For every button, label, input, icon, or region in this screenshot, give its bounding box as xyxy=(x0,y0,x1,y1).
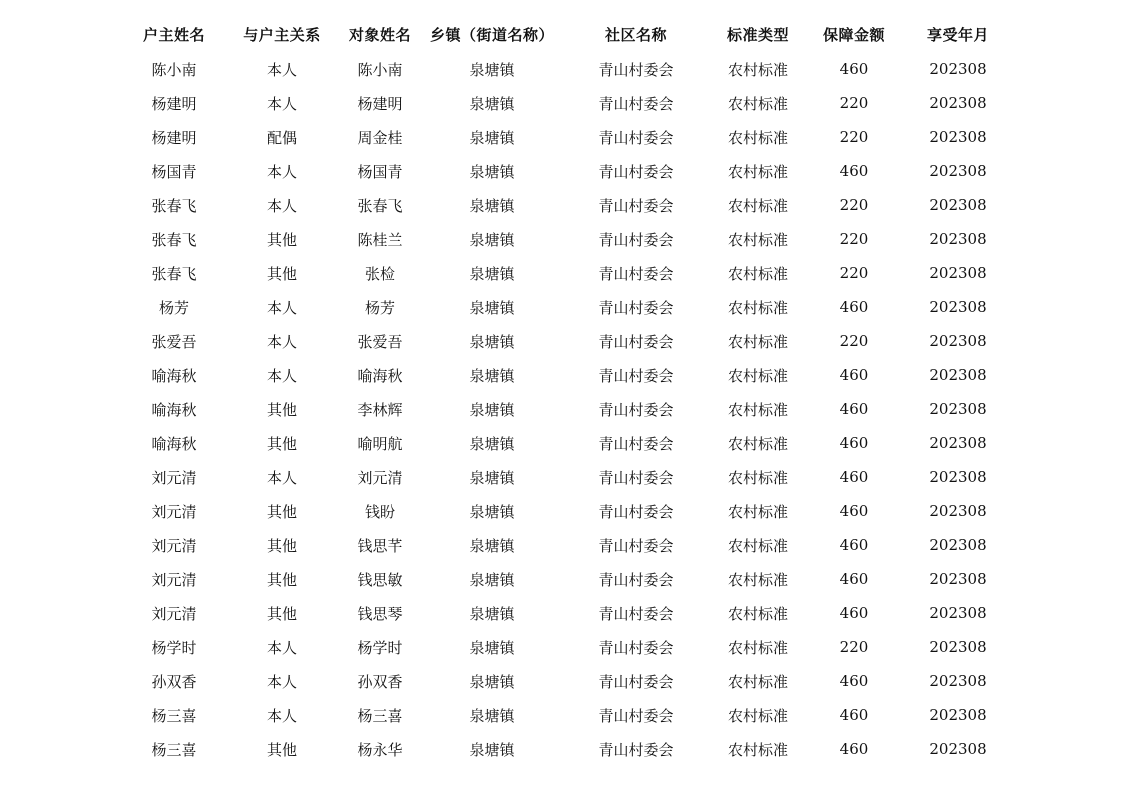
cell-recipient-name: 张春飞 xyxy=(357,196,403,215)
cell-relationship: 本人 xyxy=(266,638,297,657)
cell-householder-name: 杨建明 xyxy=(151,94,197,113)
cell-standard-type: 农村标准 xyxy=(727,536,788,555)
subsidy-table xyxy=(120,17,1012,766)
cell-standard-type: 农村标准 xyxy=(727,638,788,657)
cell-householder-name: 杨建明 xyxy=(151,128,197,147)
cell-period: 202308 xyxy=(929,638,987,656)
cell-amount: 460 xyxy=(839,570,869,588)
cell-township: 泉塘镇 xyxy=(469,672,515,691)
cell-householder-name: 陈小南 xyxy=(151,60,197,79)
cell-recipient-name: 刘元清 xyxy=(357,468,403,487)
cell-recipient-name: 钱思敏 xyxy=(357,570,403,589)
table-row xyxy=(120,732,1012,766)
cell-standard-type: 农村标准 xyxy=(727,468,788,487)
cell-relationship: 其他 xyxy=(266,536,297,555)
table-row xyxy=(120,324,1012,358)
cell-amount: 460 xyxy=(839,706,869,724)
cell-recipient-name: 杨学时 xyxy=(357,638,403,657)
cell-householder-name: 刘元清 xyxy=(151,502,197,521)
cell-recipient-name: 陈桂兰 xyxy=(357,230,403,249)
cell-householder-name: 张春飞 xyxy=(151,196,197,215)
cell-householder-name: 杨芳 xyxy=(158,298,189,317)
cell-township: 泉塘镇 xyxy=(469,570,515,589)
document-sheet xyxy=(120,17,1012,766)
cell-recipient-name: 钱思芊 xyxy=(357,536,403,555)
cell-township: 泉塘镇 xyxy=(469,162,515,181)
cell-community: 青山村委会 xyxy=(598,604,674,623)
cell-amount: 220 xyxy=(839,332,869,350)
cell-relationship: 本人 xyxy=(266,60,297,79)
cell-relationship: 本人 xyxy=(266,468,297,487)
cell-township: 泉塘镇 xyxy=(469,298,515,317)
cell-period: 202308 xyxy=(929,706,987,724)
cell-recipient-name: 孙双香 xyxy=(357,672,403,691)
cell-period: 202308 xyxy=(929,332,987,350)
cell-period: 202308 xyxy=(929,230,987,248)
cell-recipient-name: 杨永华 xyxy=(357,740,403,759)
cell-amount: 460 xyxy=(839,740,869,758)
cell-amount: 460 xyxy=(839,536,869,554)
cell-standard-type: 农村标准 xyxy=(727,400,788,419)
cell-householder-name: 刘元清 xyxy=(151,604,197,623)
cell-householder-name: 张春飞 xyxy=(151,230,197,249)
cell-standard-type: 农村标准 xyxy=(727,128,788,147)
cell-relationship: 本人 xyxy=(266,706,297,725)
cell-recipient-name: 陈小南 xyxy=(357,60,403,79)
cell-amount: 460 xyxy=(839,366,869,384)
cell-period: 202308 xyxy=(929,672,987,690)
column-header-recipient-name: 对象姓名 xyxy=(348,26,411,44)
cell-township: 泉塘镇 xyxy=(469,400,515,419)
column-header-relationship: 与户主关系 xyxy=(243,26,321,44)
cell-standard-type: 农村标准 xyxy=(727,604,788,623)
cell-recipient-name: 喻明航 xyxy=(357,434,403,453)
cell-relationship: 其他 xyxy=(266,740,297,759)
cell-community: 青山村委会 xyxy=(598,502,674,521)
cell-householder-name: 喻海秋 xyxy=(151,366,197,385)
cell-township: 泉塘镇 xyxy=(469,434,515,453)
cell-township: 泉塘镇 xyxy=(469,468,515,487)
cell-township: 泉塘镇 xyxy=(469,502,515,521)
cell-householder-name: 张爱吾 xyxy=(151,332,197,351)
cell-township: 泉塘镇 xyxy=(469,536,515,555)
table-body xyxy=(120,52,1012,766)
cell-householder-name: 杨国青 xyxy=(151,162,197,181)
cell-householder-name: 喻海秋 xyxy=(151,400,197,419)
header-row xyxy=(120,17,1012,52)
table-row xyxy=(120,154,1012,188)
cell-period: 202308 xyxy=(929,740,987,758)
cell-recipient-name: 李林辉 xyxy=(357,400,403,419)
cell-standard-type: 农村标准 xyxy=(727,162,788,181)
cell-township: 泉塘镇 xyxy=(469,638,515,657)
cell-standard-type: 农村标准 xyxy=(727,332,788,351)
cell-period: 202308 xyxy=(929,128,987,146)
cell-amount: 460 xyxy=(839,60,869,78)
cell-relationship: 其他 xyxy=(266,264,297,283)
cell-township: 泉塘镇 xyxy=(469,366,515,385)
cell-period: 202308 xyxy=(929,604,987,622)
cell-recipient-name: 钱思琴 xyxy=(357,604,403,623)
cell-period: 202308 xyxy=(929,298,987,316)
column-header-township: 乡镇（街道名称） xyxy=(429,26,554,44)
cell-amount: 220 xyxy=(839,128,869,146)
cell-relationship: 其他 xyxy=(266,604,297,623)
table-row xyxy=(120,290,1012,324)
cell-township: 泉塘镇 xyxy=(469,604,515,623)
cell-recipient-name: 张爱吾 xyxy=(357,332,403,351)
cell-period: 202308 xyxy=(929,264,987,282)
cell-amount: 220 xyxy=(839,264,869,282)
cell-period: 202308 xyxy=(929,60,987,78)
table-row xyxy=(120,528,1012,562)
cell-standard-type: 农村标准 xyxy=(727,570,788,589)
cell-standard-type: 农村标准 xyxy=(727,434,788,453)
cell-standard-type: 农村标准 xyxy=(727,196,788,215)
cell-amount: 460 xyxy=(839,400,869,418)
cell-amount: 220 xyxy=(839,196,869,214)
table-row xyxy=(120,494,1012,528)
cell-relationship: 其他 xyxy=(266,230,297,249)
cell-community: 青山村委会 xyxy=(598,536,674,555)
cell-community: 青山村委会 xyxy=(598,570,674,589)
cell-standard-type: 农村标准 xyxy=(727,706,788,725)
cell-householder-name: 张春飞 xyxy=(151,264,197,283)
cell-householder-name: 孙双香 xyxy=(151,672,197,691)
cell-standard-type: 农村标准 xyxy=(727,366,788,385)
column-header-amount: 保障金额 xyxy=(822,26,885,44)
cell-township: 泉塘镇 xyxy=(469,94,515,113)
cell-period: 202308 xyxy=(929,366,987,384)
cell-recipient-name: 周金桂 xyxy=(357,128,403,147)
cell-recipient-name: 杨芳 xyxy=(364,298,395,317)
cell-householder-name: 杨学时 xyxy=(151,638,197,657)
cell-township: 泉塘镇 xyxy=(469,706,515,725)
cell-standard-type: 农村标准 xyxy=(727,672,788,691)
cell-community: 青山村委会 xyxy=(598,434,674,453)
cell-relationship: 本人 xyxy=(266,298,297,317)
cell-community: 青山村委会 xyxy=(598,400,674,419)
cell-township: 泉塘镇 xyxy=(469,196,515,215)
cell-standard-type: 农村标准 xyxy=(727,502,788,521)
cell-township: 泉塘镇 xyxy=(469,740,515,759)
cell-relationship: 其他 xyxy=(266,502,297,521)
cell-relationship: 其他 xyxy=(266,400,297,419)
cell-community: 青山村委会 xyxy=(598,128,674,147)
cell-amount: 460 xyxy=(839,502,869,520)
cell-community: 青山村委会 xyxy=(598,94,674,113)
table-row xyxy=(120,120,1012,154)
cell-period: 202308 xyxy=(929,400,987,418)
cell-community: 青山村委会 xyxy=(598,298,674,317)
cell-community: 青山村委会 xyxy=(598,740,674,759)
cell-standard-type: 农村标准 xyxy=(727,298,788,317)
cell-amount: 460 xyxy=(839,604,869,622)
column-header-householder-name: 户主姓名 xyxy=(142,26,205,44)
cell-recipient-name: 张检 xyxy=(364,264,395,283)
column-header-period: 享受年月 xyxy=(926,26,989,44)
cell-householder-name: 刘元清 xyxy=(151,536,197,555)
table-row xyxy=(120,562,1012,596)
cell-relationship: 本人 xyxy=(266,366,297,385)
table-row xyxy=(120,630,1012,664)
cell-relationship: 其他 xyxy=(266,434,297,453)
cell-community: 青山村委会 xyxy=(598,638,674,657)
cell-township: 泉塘镇 xyxy=(469,230,515,249)
table-row xyxy=(120,188,1012,222)
cell-householder-name: 喻海秋 xyxy=(151,434,197,453)
cell-amount: 460 xyxy=(839,468,869,486)
cell-period: 202308 xyxy=(929,536,987,554)
table-row xyxy=(120,426,1012,460)
cell-amount: 220 xyxy=(839,94,869,112)
cell-recipient-name: 钱盼 xyxy=(364,502,395,521)
cell-recipient-name: 喻海秋 xyxy=(357,366,403,385)
cell-period: 202308 xyxy=(929,196,987,214)
cell-relationship: 配偶 xyxy=(266,128,297,147)
cell-township: 泉塘镇 xyxy=(469,332,515,351)
table-header xyxy=(120,17,1012,52)
cell-community: 青山村委会 xyxy=(598,60,674,79)
cell-community: 青山村委会 xyxy=(598,264,674,283)
cell-period: 202308 xyxy=(929,502,987,520)
cell-community: 青山村委会 xyxy=(598,162,674,181)
cell-community: 青山村委会 xyxy=(598,366,674,385)
cell-community: 青山村委会 xyxy=(598,332,674,351)
cell-recipient-name: 杨建明 xyxy=(357,94,403,113)
cell-amount: 220 xyxy=(839,230,869,248)
cell-period: 202308 xyxy=(929,162,987,180)
cell-amount: 460 xyxy=(839,434,869,452)
cell-standard-type: 农村标准 xyxy=(727,94,788,113)
cell-community: 青山村委会 xyxy=(598,230,674,249)
cell-period: 202308 xyxy=(929,570,987,588)
cell-recipient-name: 杨国青 xyxy=(357,162,403,181)
table-row xyxy=(120,358,1012,392)
table-row xyxy=(120,460,1012,494)
cell-standard-type: 农村标准 xyxy=(727,230,788,249)
cell-householder-name: 刘元清 xyxy=(151,468,197,487)
column-header-standard-type: 标准类型 xyxy=(726,26,789,44)
cell-relationship: 本人 xyxy=(266,672,297,691)
cell-township: 泉塘镇 xyxy=(469,264,515,283)
cell-township: 泉塘镇 xyxy=(469,60,515,79)
cell-relationship: 本人 xyxy=(266,196,297,215)
cell-community: 青山村委会 xyxy=(598,468,674,487)
table-row xyxy=(120,596,1012,630)
cell-amount: 460 xyxy=(839,162,869,180)
table-row xyxy=(120,664,1012,698)
cell-standard-type: 农村标准 xyxy=(727,740,788,759)
cell-householder-name: 杨三喜 xyxy=(151,740,197,759)
cell-period: 202308 xyxy=(929,468,987,486)
cell-standard-type: 农村标准 xyxy=(727,264,788,283)
table-row xyxy=(120,256,1012,290)
cell-recipient-name: 杨三喜 xyxy=(357,706,403,725)
cell-householder-name: 杨三喜 xyxy=(151,706,197,725)
cell-amount: 220 xyxy=(839,638,869,656)
cell-relationship: 本人 xyxy=(266,162,297,181)
table-row xyxy=(120,86,1012,120)
cell-amount: 460 xyxy=(839,672,869,690)
cell-amount: 460 xyxy=(839,298,869,316)
cell-community: 青山村委会 xyxy=(598,672,674,691)
cell-period: 202308 xyxy=(929,434,987,452)
cell-community: 青山村委会 xyxy=(598,196,674,215)
cell-period: 202308 xyxy=(929,94,987,112)
table-row xyxy=(120,392,1012,426)
cell-community: 青山村委会 xyxy=(598,706,674,725)
cell-relationship: 其他 xyxy=(266,570,297,589)
cell-relationship: 本人 xyxy=(266,94,297,113)
column-header-community: 社区名称 xyxy=(604,26,667,44)
cell-relationship: 本人 xyxy=(266,332,297,351)
cell-householder-name: 刘元清 xyxy=(151,570,197,589)
cell-standard-type: 农村标准 xyxy=(727,60,788,79)
table-row xyxy=(120,698,1012,732)
cell-township: 泉塘镇 xyxy=(469,128,515,147)
table-row xyxy=(120,222,1012,256)
table-row xyxy=(120,52,1012,86)
